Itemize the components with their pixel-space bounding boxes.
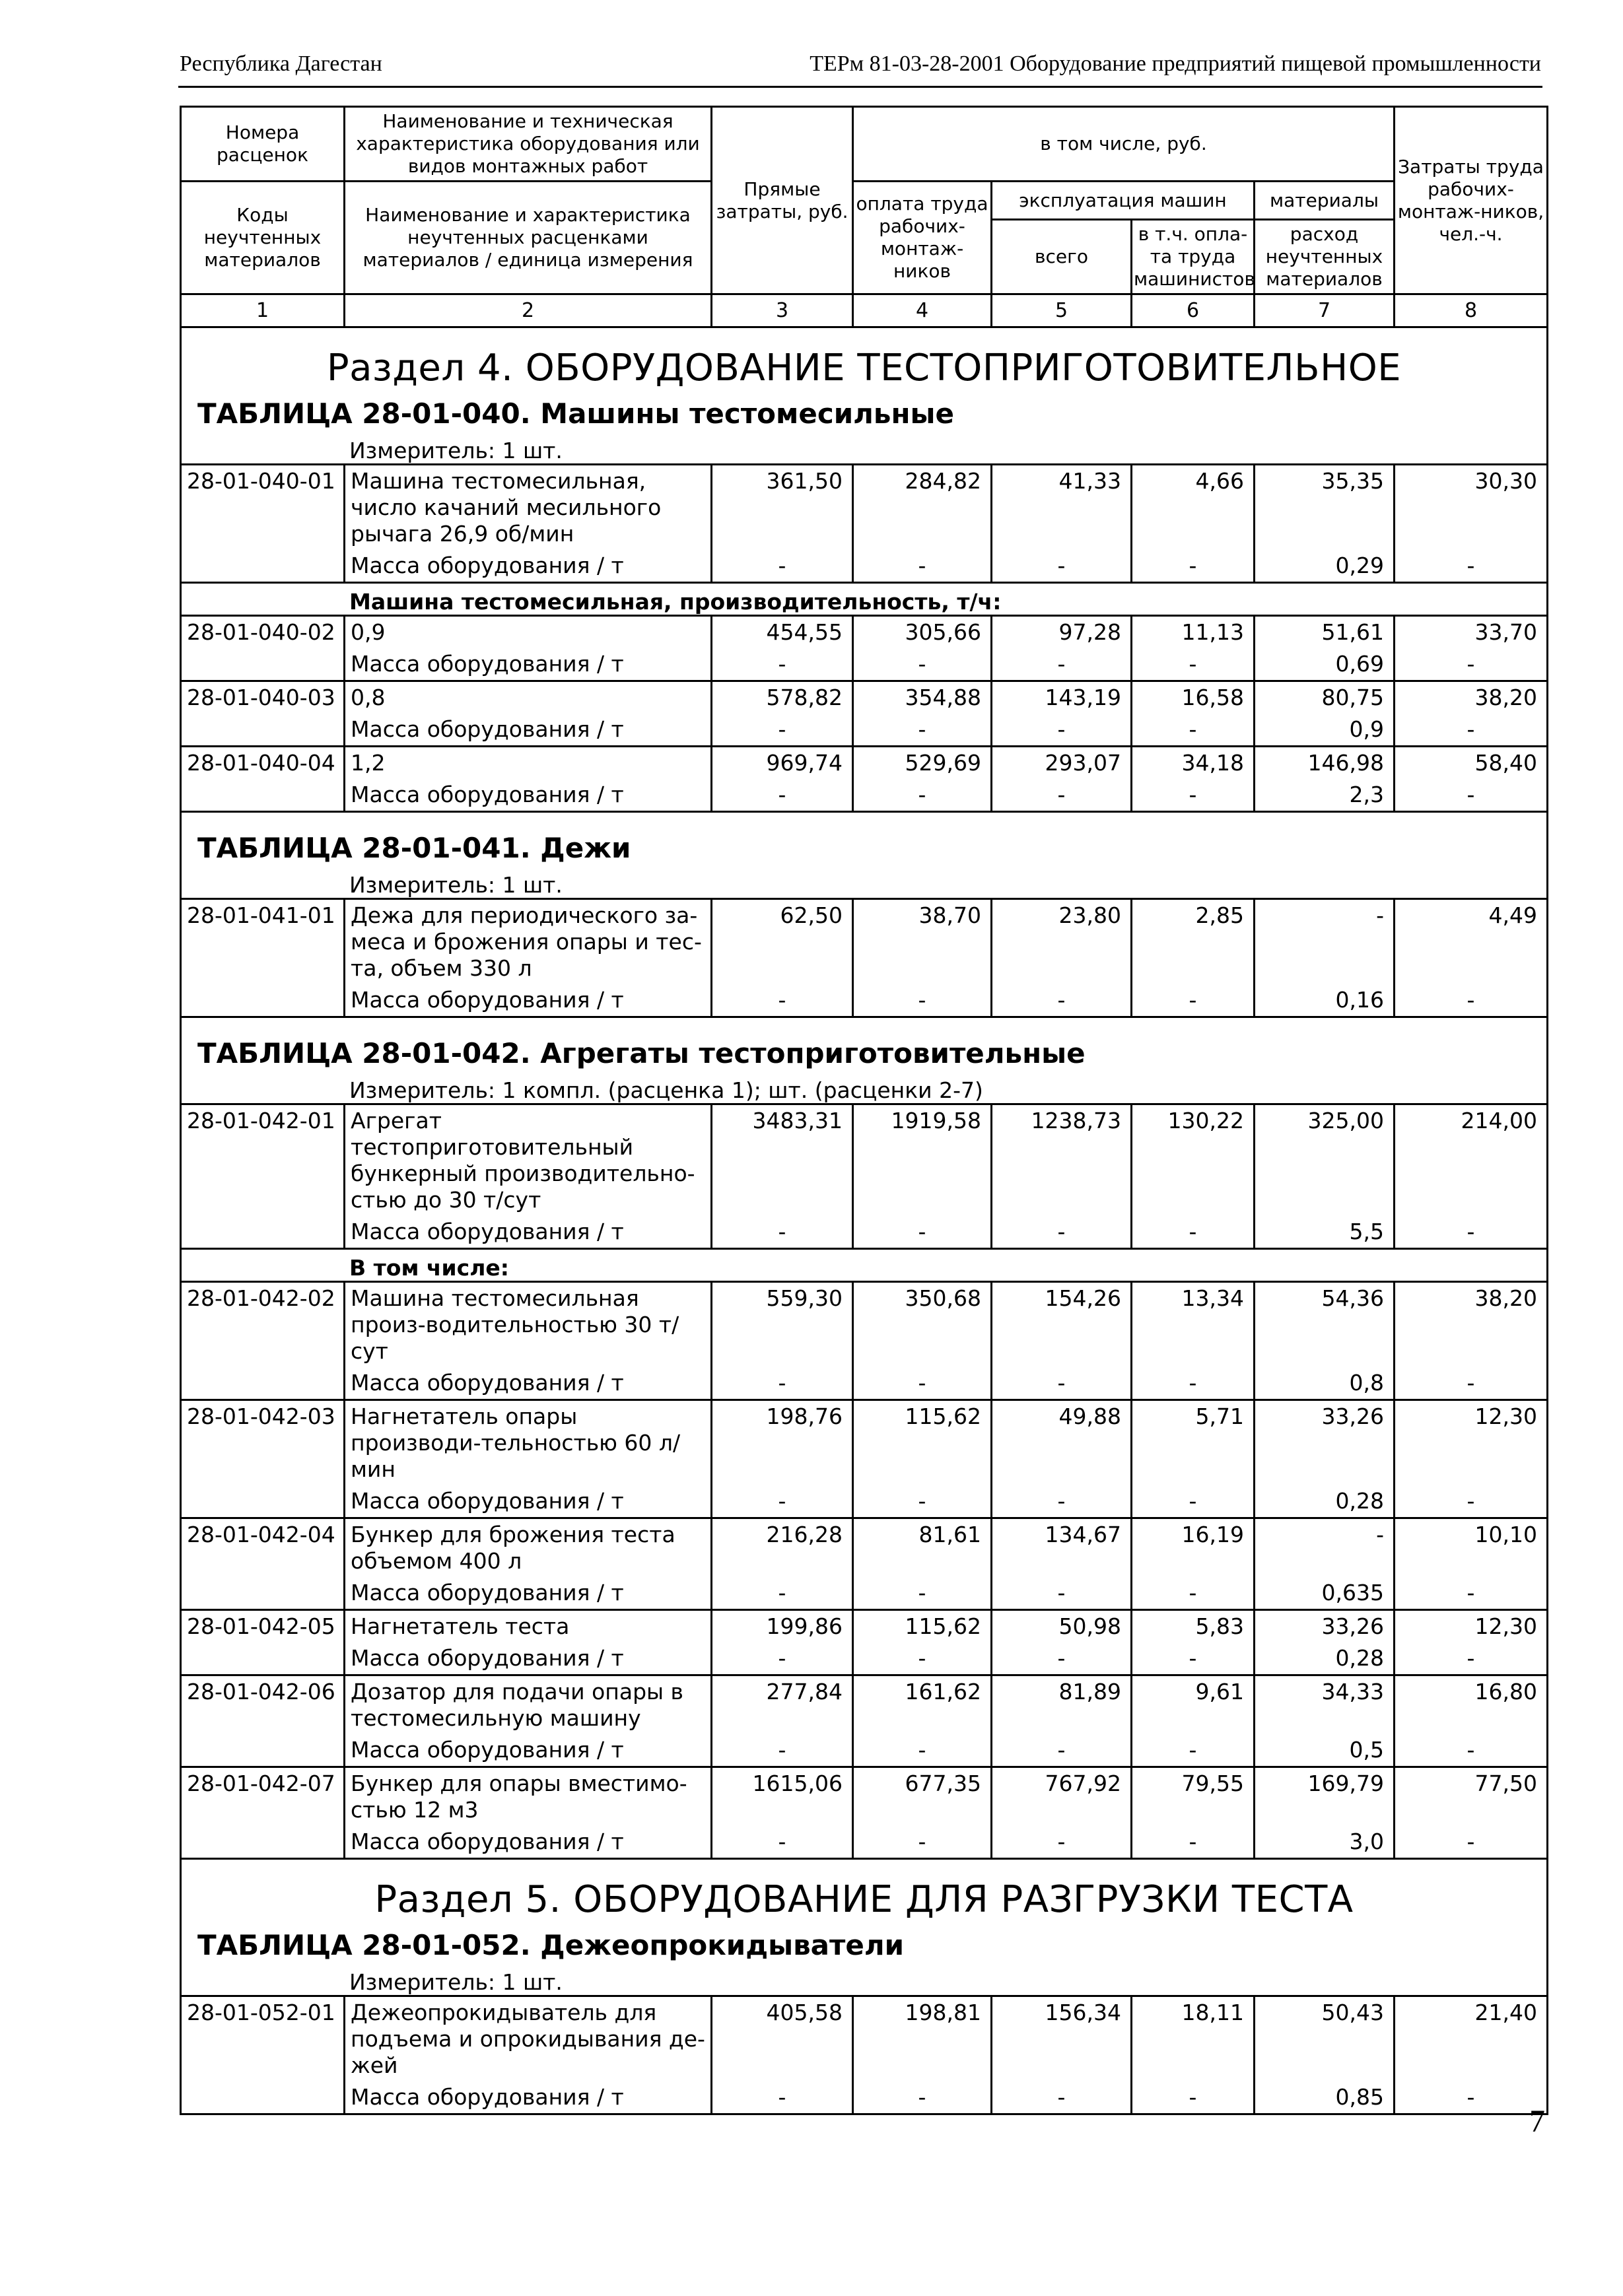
worker-pay-value: 677,35: [853, 1767, 992, 1827]
table-meter: Измеритель: 1 шт.: [181, 869, 1548, 899]
rate-code: 28-01-052-01: [181, 1996, 345, 2082]
mass-label: Масса оборудования / т: [345, 648, 712, 681]
labor-hours-value: 10,10: [1395, 1518, 1548, 1578]
table-meter: Измеритель: 1 компл. (расценка 1); шт. (расценки 2-7): [181, 1074, 1548, 1104]
machines-total-value: 50,98: [992, 1610, 1132, 1643]
mass-row: [181, 984, 1548, 1017]
mass-dash: -: [853, 1577, 992, 1610]
col-number: 7: [1255, 294, 1395, 327]
table-row: [181, 1767, 1548, 1827]
machines-total-value: 81,89: [992, 1675, 1132, 1735]
machines-total-value: 154,26: [992, 1282, 1132, 1368]
mass-dash: -: [1395, 1485, 1548, 1518]
mass-dash: -: [1395, 648, 1548, 681]
direct-costs-value: 198,76: [712, 1400, 853, 1486]
col-number: 4: [853, 294, 992, 327]
mass-dash: -: [992, 1642, 1132, 1675]
labor-hours-value: 33,70: [1395, 616, 1548, 649]
operator-pay-value: 16,19: [1132, 1518, 1255, 1578]
mass-dash: -: [992, 1216, 1132, 1249]
worker-pay-value: 38,70: [853, 899, 992, 985]
rates-table: [180, 106, 1548, 2115]
equipment-name: 0,8: [345, 681, 712, 714]
rate-code: 28-01-042-06: [181, 1675, 345, 1735]
col-including: в том числе, руб.: [853, 107, 1395, 182]
labor-hours-value: 12,30: [1395, 1400, 1548, 1486]
equipment-name: Дозатор для подачи опары в тестомесильную машину: [345, 1675, 712, 1735]
mass-dash: -: [853, 1216, 992, 1249]
rate-code-blank: [181, 1485, 345, 1518]
col-number: 8: [1395, 294, 1548, 327]
mass-dash: -: [1395, 1367, 1548, 1400]
mass-dash: -: [1132, 2081, 1255, 2114]
mass-label: Масса оборудования / т: [345, 1826, 712, 1859]
labor-hours-value: 38,20: [1395, 1282, 1548, 1368]
machines-total-value: 143,19: [992, 681, 1132, 714]
rate-code: 28-01-040-04: [181, 747, 345, 780]
mass-dash: -: [1395, 714, 1548, 747]
mass-dash: -: [992, 1734, 1132, 1767]
mass-value: 2,3: [1255, 779, 1395, 812]
labor-hours-value: 214,00: [1395, 1104, 1548, 1217]
rate-code-blank: [181, 1826, 345, 1859]
machines-total-value: 293,07: [992, 747, 1132, 780]
mass-dash: -: [853, 2081, 992, 2114]
section-title: Раздел 5. ОБОРУДОВАНИЕ ДЛЯ РАЗГРУЗКИ ТЕСТА: [181, 1875, 1548, 1925]
mass-dash: -: [992, 1577, 1132, 1610]
mass-value: 0,9: [1255, 714, 1395, 747]
table-subheading: В том числе:: [181, 1249, 1548, 1282]
mass-row: [181, 2081, 1548, 2114]
labor-hours-value: 38,20: [1395, 681, 1548, 714]
mass-dash: -: [712, 2081, 853, 2114]
mass-row: [181, 1642, 1548, 1675]
mass-row: [181, 550, 1548, 583]
labor-hours-value: 77,50: [1395, 1767, 1548, 1827]
table-row: [181, 747, 1548, 780]
rate-code-blank: [181, 1734, 345, 1767]
table-title: ТАБЛИЦА 28-01-052. Дежеопрокидыватели: [181, 1925, 1548, 1966]
machines-total-value: 49,88: [992, 1400, 1132, 1486]
rates-sheet: [180, 106, 1546, 2115]
machines-total-value: 134,67: [992, 1518, 1132, 1578]
col-machine-operation: эксплуатация машин: [992, 182, 1255, 220]
mass-dash: -: [712, 648, 853, 681]
rate-code: 28-01-042-04: [181, 1518, 345, 1578]
worker-pay-value: 115,62: [853, 1400, 992, 1486]
mass-dash: -: [992, 550, 1132, 583]
operator-pay-value: 11,13: [1132, 616, 1255, 649]
mass-value: 5,5: [1255, 1216, 1395, 1249]
operator-pay-value: 2,85: [1132, 899, 1255, 985]
direct-costs-value: 199,86: [712, 1610, 853, 1643]
mass-row: [181, 779, 1548, 812]
mass-dash: -: [1395, 779, 1548, 812]
mass-row: [181, 1216, 1548, 1249]
worker-pay-value: 350,68: [853, 1282, 992, 1368]
rate-code: 28-01-042-07: [181, 1767, 345, 1827]
operator-pay-value: 4,66: [1132, 465, 1255, 551]
materials-value: 50,43: [1255, 1996, 1395, 2082]
mass-dash: -: [853, 1642, 992, 1675]
direct-costs-value: 361,50: [712, 465, 853, 551]
worker-pay-value: 529,69: [853, 747, 992, 780]
col-number: 2: [345, 294, 712, 327]
mass-dash: -: [712, 1826, 853, 1859]
mass-value: 0,85: [1255, 2081, 1395, 2114]
materials-value: -: [1255, 1518, 1395, 1578]
rate-code-blank: [181, 1216, 345, 1249]
rate-code: 28-01-042-01: [181, 1104, 345, 1217]
equipment-name: Дежеопрокидыватель для подъема и опрокидывания де-жей: [345, 1996, 712, 2082]
direct-costs-value: 216,28: [712, 1518, 853, 1578]
mass-value: 0,28: [1255, 1642, 1395, 1675]
machines-total-value: 156,34: [992, 1996, 1132, 2082]
worker-pay-value: 284,82: [853, 465, 992, 551]
equipment-name: Машина тестомесильная, число качаний месильного рычага 26,9 об/мин: [345, 465, 712, 551]
mass-value: 0,28: [1255, 1485, 1395, 1518]
col-operator-pay: в т.ч. опла-та труда машинистов: [1132, 220, 1255, 294]
mass-dash: -: [1395, 984, 1548, 1017]
mass-dash: -: [1132, 714, 1255, 747]
mass-dash: -: [712, 714, 853, 747]
labor-hours-value: 4,49: [1395, 899, 1548, 985]
direct-costs-value: 559,30: [712, 1282, 853, 1368]
mass-dash: -: [992, 779, 1132, 812]
mass-dash: -: [712, 984, 853, 1017]
materials-value: 51,61: [1255, 616, 1395, 649]
materials-value: -: [1255, 899, 1395, 985]
mass-dash: -: [712, 1577, 853, 1610]
materials-value: 80,75: [1255, 681, 1395, 714]
worker-pay-value: 354,88: [853, 681, 992, 714]
mass-dash: -: [992, 984, 1132, 1017]
mass-row: [181, 1367, 1548, 1400]
mass-row: [181, 1577, 1548, 1610]
equipment-name: Бункер для брожения теста объемом 400 л: [345, 1518, 712, 1578]
equipment-name: 0,9: [345, 616, 712, 649]
section-spacer: [181, 1017, 1548, 1033]
section-spacer: [181, 1859, 1548, 1875]
mass-row: [181, 1826, 1548, 1859]
table-row: [181, 465, 1548, 551]
equipment-name: 1,2: [345, 747, 712, 780]
operator-pay-value: 5,71: [1132, 1400, 1255, 1486]
machines-total-value: 1238,73: [992, 1104, 1132, 1217]
worker-pay-value: 198,81: [853, 1996, 992, 2082]
mass-dash: -: [992, 1485, 1132, 1518]
table-row: [181, 1104, 1548, 1217]
worker-pay-value: 161,62: [853, 1675, 992, 1735]
materials-value: 54,36: [1255, 1282, 1395, 1368]
mass-dash: -: [1395, 1734, 1548, 1767]
mass-dash: -: [853, 1826, 992, 1859]
materials-value: 34,33: [1255, 1675, 1395, 1735]
materials-value: 169,79: [1255, 1767, 1395, 1827]
mass-row: [181, 714, 1548, 747]
col-machines-total: всего: [992, 220, 1132, 294]
mass-dash: -: [712, 779, 853, 812]
mass-dash: -: [1132, 648, 1255, 681]
col-material-consumption: расход неучтенных материалов: [1255, 220, 1395, 294]
operator-pay-value: 79,55: [1132, 1767, 1255, 1827]
mass-value: 0,635: [1255, 1577, 1395, 1610]
operator-pay-value: 34,18: [1132, 747, 1255, 780]
direct-costs-value: 62,50: [712, 899, 853, 985]
mass-value: 0,5: [1255, 1734, 1395, 1767]
machines-total-value: 97,28: [992, 616, 1132, 649]
mass-dash: -: [992, 714, 1132, 747]
materials-value: 146,98: [1255, 747, 1395, 780]
table-subheading: Машина тестомесильная, производительность, т/ч:: [181, 583, 1548, 616]
operator-pay-value: 16,58: [1132, 681, 1255, 714]
table-row: [181, 1400, 1548, 1486]
mass-dash: -: [992, 1826, 1132, 1859]
mass-dash: -: [1132, 779, 1255, 812]
mass-row: [181, 1485, 1548, 1518]
mass-value: 0,29: [1255, 550, 1395, 583]
mass-value: 0,69: [1255, 648, 1395, 681]
direct-costs-value: 277,84: [712, 1675, 853, 1735]
header-document-code: ТЕРм 81-03-28-2001 Оборудование предприятий пищевой промышленности: [810, 51, 1541, 76]
equipment-name: Дежа для периодического за-меса и брожения опары и тес-та, объем 330 л: [345, 899, 712, 985]
table-row: [181, 1996, 1548, 2082]
header-region: Республика Дагестан: [180, 51, 382, 76]
mass-dash: -: [992, 648, 1132, 681]
mass-row: [181, 1734, 1548, 1767]
machines-total-value: 767,92: [992, 1767, 1132, 1827]
mass-dash: -: [712, 1642, 853, 1675]
col-materials: материалы: [1255, 182, 1395, 220]
mass-value: 3,0: [1255, 1826, 1395, 1859]
rate-code-blank: [181, 1577, 345, 1610]
col-material-name: Наименование и характеристика неучтенных расценками материалов / единица измерения: [345, 182, 712, 294]
section-spacer: [181, 327, 1548, 343]
mass-dash: -: [712, 1485, 853, 1518]
section-title: Раздел 4. ОБОРУДОВАНИЕ ТЕСТОПРИГОТОВИТЕЛЬНОЕ: [181, 343, 1548, 393]
mass-label: Масса оборудования / т: [345, 779, 712, 812]
equipment-name: Агрегат тестоприготовительный бункерный производительно-стью до 30 т/сут: [345, 1104, 712, 1217]
labor-hours-value: 30,30: [1395, 465, 1548, 551]
direct-costs-value: 405,58: [712, 1996, 853, 2082]
rate-code-blank: [181, 550, 345, 583]
operator-pay-value: 13,34: [1132, 1282, 1255, 1368]
table-title: ТАБЛИЦА 28-01-042. Агрегаты тестоприготовительные: [181, 1033, 1548, 1074]
worker-pay-value: 1919,58: [853, 1104, 992, 1217]
mass-dash: -: [1395, 550, 1548, 583]
rate-code: 28-01-040-03: [181, 681, 345, 714]
table-title: ТАБЛИЦА 28-01-041. Дежи: [181, 828, 1548, 869]
table-row: [181, 681, 1548, 714]
equipment-name: Нагнетатель теста: [345, 1610, 712, 1643]
table-row: [181, 1282, 1548, 1368]
mass-dash: -: [853, 1485, 992, 1518]
materials-value: 33,26: [1255, 1400, 1395, 1486]
rate-code: 28-01-041-01: [181, 899, 345, 985]
rate-code: 28-01-042-02: [181, 1282, 345, 1368]
col-rate-numbers: Номера расценок: [181, 107, 345, 182]
col-number: 6: [1132, 294, 1255, 327]
mass-dash: -: [1395, 2081, 1548, 2114]
direct-costs-value: 969,74: [712, 747, 853, 780]
rate-code: 28-01-042-05: [181, 1610, 345, 1643]
mass-dash: -: [853, 550, 992, 583]
table-row: [181, 1610, 1548, 1643]
equipment-name: Бункер для опары вместимо-стью 12 м3: [345, 1767, 712, 1827]
table-meter: Измеритель: 1 шт.: [181, 434, 1548, 465]
mass-dash: -: [1132, 1734, 1255, 1767]
rate-code: 28-01-040-02: [181, 616, 345, 649]
mass-dash: -: [1132, 550, 1255, 583]
col-worker-pay: оплата труда рабочих-монтаж-ников: [853, 182, 992, 294]
mass-dash: -: [853, 1367, 992, 1400]
rate-code-blank: [181, 714, 345, 747]
col-number: 3: [712, 294, 853, 327]
table-meter: Измеритель: 1 шт.: [181, 1966, 1548, 1996]
rate-code-blank: [181, 984, 345, 1017]
mass-dash: -: [992, 1367, 1132, 1400]
mass-label: Масса оборудования / т: [345, 1216, 712, 1249]
mass-dash: -: [992, 2081, 1132, 2114]
mass-dash: -: [712, 550, 853, 583]
rate-code-blank: [181, 2081, 345, 2114]
page-number: 7: [1529, 2104, 1545, 2139]
col-equipment-name: Наименование и техническая характеристика оборудования или видов монтажных работ: [345, 107, 712, 182]
rate-code: 28-01-042-03: [181, 1400, 345, 1486]
table-title: ТАБЛИЦА 28-01-040. Машины тестомесильные: [181, 393, 1548, 434]
col-number: 5: [992, 294, 1132, 327]
mass-label: Масса оборудования / т: [345, 1577, 712, 1610]
equipment-name: Машина тестомесильная произ-водительностью 30 т/сут: [345, 1282, 712, 1368]
table-row: [181, 616, 1548, 649]
mass-row: [181, 648, 1548, 681]
mass-dash: -: [853, 984, 992, 1017]
mass-dash: -: [853, 714, 992, 747]
equipment-name: Нагнетатель опары производи-тельностью 60 л/мин: [345, 1400, 712, 1486]
mass-dash: -: [853, 1734, 992, 1767]
table-row: [181, 1675, 1548, 1735]
operator-pay-value: 130,22: [1132, 1104, 1255, 1217]
mass-dash: -: [1132, 1216, 1255, 1249]
mass-dash: -: [1132, 1577, 1255, 1610]
mass-value: 0,8: [1255, 1367, 1395, 1400]
mass-dash: -: [712, 1734, 853, 1767]
labor-hours-value: 58,40: [1395, 747, 1548, 780]
direct-costs-value: 3483,31: [712, 1104, 853, 1217]
rate-code-blank: [181, 1367, 345, 1400]
table-row: [181, 1518, 1548, 1578]
mass-dash: -: [1395, 1826, 1548, 1859]
mass-dash: -: [712, 1367, 853, 1400]
mass-label: Масса оборудования / т: [345, 1642, 712, 1675]
mass-dash: -: [1395, 1642, 1548, 1675]
rate-code-blank: [181, 1642, 345, 1675]
materials-value: 33,26: [1255, 1610, 1395, 1643]
col-labor-hours: Затраты труда рабочих-монтаж-ников, чел.-ч.: [1395, 107, 1548, 294]
mass-dash: -: [1132, 1826, 1255, 1859]
rate-code-blank: [181, 779, 345, 812]
table-row: [181, 899, 1548, 985]
mass-label: Масса оборудования / т: [345, 1485, 712, 1518]
labor-hours-value: 21,40: [1395, 1996, 1548, 2082]
mass-label: Масса оборудования / т: [345, 714, 712, 747]
mass-dash: -: [1132, 984, 1255, 1017]
header-rule: [178, 86, 1542, 88]
worker-pay-value: 81,61: [853, 1518, 992, 1578]
labor-hours-value: 12,30: [1395, 1610, 1548, 1643]
materials-value: 35,35: [1255, 465, 1395, 551]
mass-dash: -: [712, 1216, 853, 1249]
direct-costs-value: 1615,06: [712, 1767, 853, 1827]
mass-label: Масса оборудования / т: [345, 2081, 712, 2114]
mass-dash: -: [1395, 1577, 1548, 1610]
mass-dash: -: [853, 779, 992, 812]
rate-code: 28-01-040-01: [181, 465, 345, 551]
mass-label: Масса оборудования / т: [345, 1367, 712, 1400]
mass-dash: -: [1132, 1485, 1255, 1518]
rate-code-blank: [181, 648, 345, 681]
machines-total-value: 23,80: [992, 899, 1132, 985]
col-direct-costs: Прямые затраты, руб.: [712, 107, 853, 294]
mass-dash: -: [1132, 1367, 1255, 1400]
section-spacer: [181, 812, 1548, 828]
mass-label: Масса оборудования / т: [345, 550, 712, 583]
worker-pay-value: 115,62: [853, 1610, 992, 1643]
worker-pay-value: 305,66: [853, 616, 992, 649]
mass-dash: -: [853, 648, 992, 681]
operator-pay-value: 5,83: [1132, 1610, 1255, 1643]
operator-pay-value: 18,11: [1132, 1996, 1255, 2082]
col-material-codes: Коды неучтенных материалов: [181, 182, 345, 294]
mass-label: Масса оборудования / т: [345, 984, 712, 1017]
direct-costs-value: 578,82: [712, 681, 853, 714]
col-number: 1: [181, 294, 345, 327]
direct-costs-value: 454,55: [712, 616, 853, 649]
labor-hours-value: 16,80: [1395, 1675, 1548, 1735]
mass-label: Масса оборудования / т: [345, 1734, 712, 1767]
mass-dash: -: [1132, 1642, 1255, 1675]
mass-value: 0,16: [1255, 984, 1395, 1017]
materials-value: 325,00: [1255, 1104, 1395, 1217]
mass-dash: -: [1395, 1216, 1548, 1249]
operator-pay-value: 9,61: [1132, 1675, 1255, 1735]
machines-total-value: 41,33: [992, 465, 1132, 551]
